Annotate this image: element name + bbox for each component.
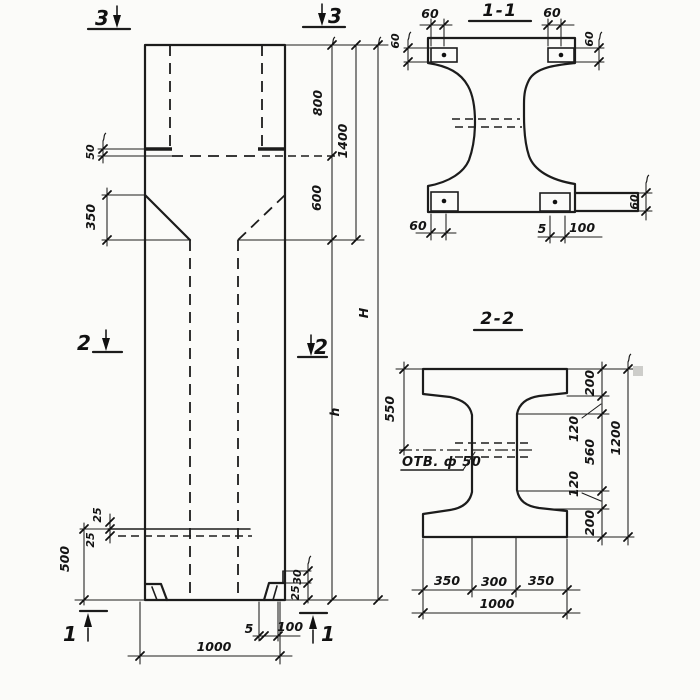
marker-2-left-label: 2: [77, 331, 91, 355]
section-marker-3-left: [88, 6, 130, 30]
section-marker-2-right: [298, 335, 328, 359]
dim-width: 1000: [196, 639, 232, 654]
dim-total-height-H: H: [356, 307, 371, 319]
section-1-1-outline: [428, 38, 575, 212]
dim-s22-total-width: 1000: [479, 596, 515, 611]
section-2-2-title: 2-2: [480, 309, 516, 329]
dim-s11-bar-height: 60: [628, 194, 641, 210]
dim-bottom-zone: 500: [57, 545, 72, 573]
scan-artifact: [633, 366, 643, 376]
dim-s22-total-height: 1200: [608, 420, 623, 456]
dim-base-plate: 100: [276, 619, 304, 634]
dim-s11-bottom-gap: 5: [537, 221, 547, 236]
dim-s11-top-left-height: 60: [389, 33, 402, 49]
section-2-2-view: [382, 309, 643, 619]
dim-s22-right-flange: 350: [527, 573, 555, 588]
dim-s11-top-left-offset: 60: [421, 6, 439, 21]
dim-insert-offset-bottom: 25: [84, 532, 97, 548]
elevation-view: [57, 4, 388, 664]
dim-s11-bottom-plate: 100: [568, 220, 596, 235]
section-marker-2-left: [77, 330, 122, 355]
dim-cap-depth: 800: [310, 89, 325, 117]
dim-s11-bottom-left-offset: 60: [409, 218, 427, 233]
dim-s22-top-flange: 200: [582, 369, 597, 397]
marker-1-left-label: 1: [63, 622, 77, 646]
dim-s22-bottom-chamfer: 120: [566, 470, 581, 498]
dim-insert-offset-top: 25: [91, 507, 104, 523]
dim-s22-flange-to-hole: 550: [382, 395, 397, 423]
marker-2-right-label: 2: [314, 335, 328, 359]
dim-foot-plate: 25: [289, 585, 302, 601]
column-outline: [145, 45, 285, 600]
section-marker-3-right: [303, 4, 345, 28]
dim-s11-top-right-height: 60: [583, 31, 596, 47]
section-2-2-outline: [423, 369, 567, 537]
dim-foot-lip: 30: [291, 569, 304, 585]
dim-head-total: 1400: [335, 123, 350, 159]
marker-3-right-label: 3: [328, 4, 342, 28]
marker-3-left-label: 3: [95, 6, 109, 30]
section-1-1-view: [389, 1, 652, 243]
section-marker-1-right: [300, 613, 335, 646]
marker-1-right-label: 1: [321, 622, 335, 646]
dim-s22-web-width: 300: [480, 574, 508, 589]
dim-s22-top-chamfer: 120: [566, 415, 581, 443]
dim-s22-bottom-flange: 200: [582, 509, 597, 537]
dim-cap-plate-offset: 50: [84, 144, 97, 160]
section-marker-1-left: [63, 611, 107, 646]
dim-s22-left-flange: 350: [433, 573, 461, 588]
dim-s22-web-height: 560: [582, 438, 597, 466]
hole-note: ОТВ. ф 50: [402, 455, 482, 470]
dim-base-gap: 5: [244, 621, 254, 636]
dim-s11-top-right-offset: 60: [543, 5, 561, 20]
dim-shaft-height-h: h: [327, 407, 342, 417]
dim-neck-height: 600: [309, 184, 324, 212]
section-1-1-title: 1-1: [482, 1, 518, 21]
dim-taper-height: 350: [83, 203, 98, 231]
